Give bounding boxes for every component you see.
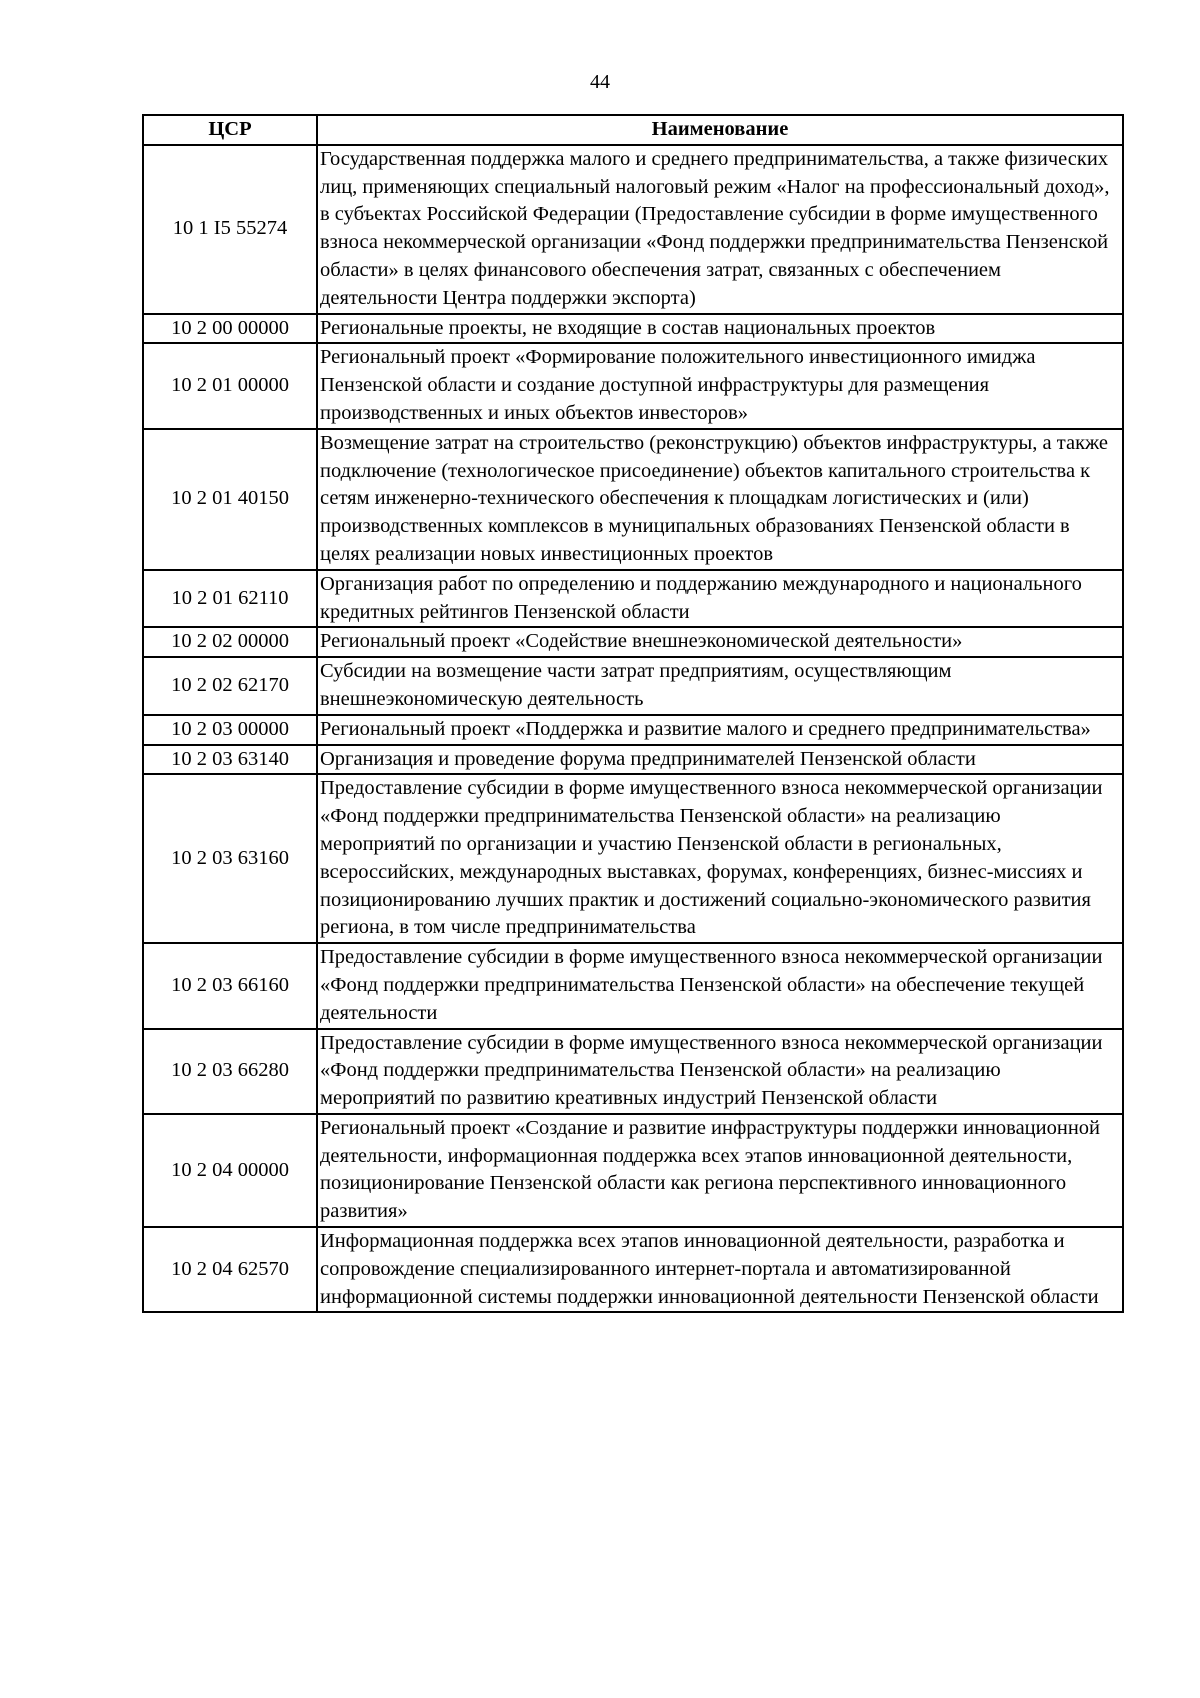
table-row [143,429,1123,570]
row-code: 10 2 01 62110 [143,570,317,628]
row-name: Государственная поддержка малого и среднего предпринимательства, а также физических лиц, применяющих специальный налоговый режим «Налог на профессиональный доход», в субъектах Российской Федерации (Предоставление субсидии в форме имущественного взноса некоммерческой организации «Фонд поддержки предпринимательства Пензенской области» в целях финансового обеспечения затрат, связанных с обеспечением деятельности Центра поддержки экспорта) [317,145,1123,314]
row-name: Возмещение затрат на строительство (реконструкцию) объектов инфраструктуры, а также подключение (технологическое присоединение) объектов капитального строительства к сетям инженерно-технического обеспечения к площадкам логистических и (или) производственных комплексов в муниципальных образованиях Пензенской области в целях реализации новых инвестиционных проектов [317,429,1123,570]
row-name: Региональный проект «Формирование положительного инвестиционного имиджа Пензенской области и создание доступной инфраструктуры для размещения производственных и иных объектов инвесторов» [317,343,1123,428]
row-code: 10 2 00 00000 [143,314,317,344]
row-name: Предоставление субсидии в форме имущественного взноса некоммерческой организации «Фонд поддержки предпринимательства Пензенской области» на реализацию мероприятий по организации и участию Пензенской области в региональных, всероссийских, международных выставках, форумах, конференциях, бизнес-миссиях и позиционированию лучших практик и достижений социально-экономического развития региона, в том числе предпринимательства [317,774,1123,943]
row-code: 10 2 02 00000 [143,627,317,657]
table-row [143,1227,1123,1312]
row-code: 10 2 03 63160 [143,774,317,943]
row-code: 10 2 03 66160 [143,943,317,1028]
table-row [143,774,1123,943]
row-code: 10 2 04 00000 [143,1114,317,1227]
row-name: Региональный проект «Содействие внешнеэкономической деятельности» [317,627,1123,657]
table-row [143,314,1123,344]
table-row [143,627,1123,657]
table-row [143,145,1123,314]
row-code: 10 2 03 00000 [143,715,317,745]
page-number: 44 [590,71,610,93]
row-code: 10 2 03 66280 [143,1029,317,1114]
table-row [143,657,1123,715]
column-header-name: Наименование [317,115,1123,145]
table-row [143,1114,1123,1227]
row-code: 10 2 01 00000 [143,343,317,428]
row-code: 10 2 04 62570 [143,1227,317,1312]
row-name: Предоставление субсидии в форме имущественного взноса некоммерческой организации «Фонд поддержки предпринимательства Пензенской области» на обеспечение текущей деятельности [317,943,1123,1028]
row-code: 10 1 I5 55274 [143,145,317,314]
row-name: Организация и проведение форума предпринимателей Пензенской области [317,745,1123,775]
row-code: 10 2 02 62170 [143,657,317,715]
row-name: Региональные проекты, не входящие в состав национальных проектов [317,314,1123,344]
table-row [143,1029,1123,1114]
row-name: Информационная поддержка всех этапов инновационной деятельности, разработка и сопровождение специализированного интернет-портала и автоматизированной информационной системы поддержки инновационной деятельности Пензенской области [317,1227,1123,1312]
row-name: Региональный проект «Поддержка и развитие малого и среднего предпринимательства» [317,715,1123,745]
row-name: Субсидии на возмещение части затрат предприятиям, осуществляющим внешнеэкономическую деятельность [317,657,1123,715]
row-code: 10 2 03 63140 [143,745,317,775]
table-row [143,343,1123,428]
row-name: Региональный проект «Создание и развитие инфраструктуры поддержки инновационной деятельности, информационная поддержка всех этапов инновационной деятельности, позиционирование Пензенской области как региона перспективного инновационного развития» [317,1114,1123,1227]
table-row [143,715,1123,745]
budget-classification-table [142,114,1124,1313]
row-name: Предоставление субсидии в форме имущественного взноса некоммерческой организации «Фонд поддержки предпринимательства Пензенской области» на реализацию мероприятий по развитию креативных индустрий Пензенской области [317,1029,1123,1114]
column-header-code: ЦСР [143,115,317,145]
row-code: 10 2 01 40150 [143,429,317,570]
row-name: Организация работ по определению и поддержанию международного и национального кредитных рейтингов Пензенской области [317,570,1123,628]
table-header-row [143,115,1123,145]
table-row [143,943,1123,1028]
table-row [143,745,1123,775]
table-row [143,570,1123,628]
